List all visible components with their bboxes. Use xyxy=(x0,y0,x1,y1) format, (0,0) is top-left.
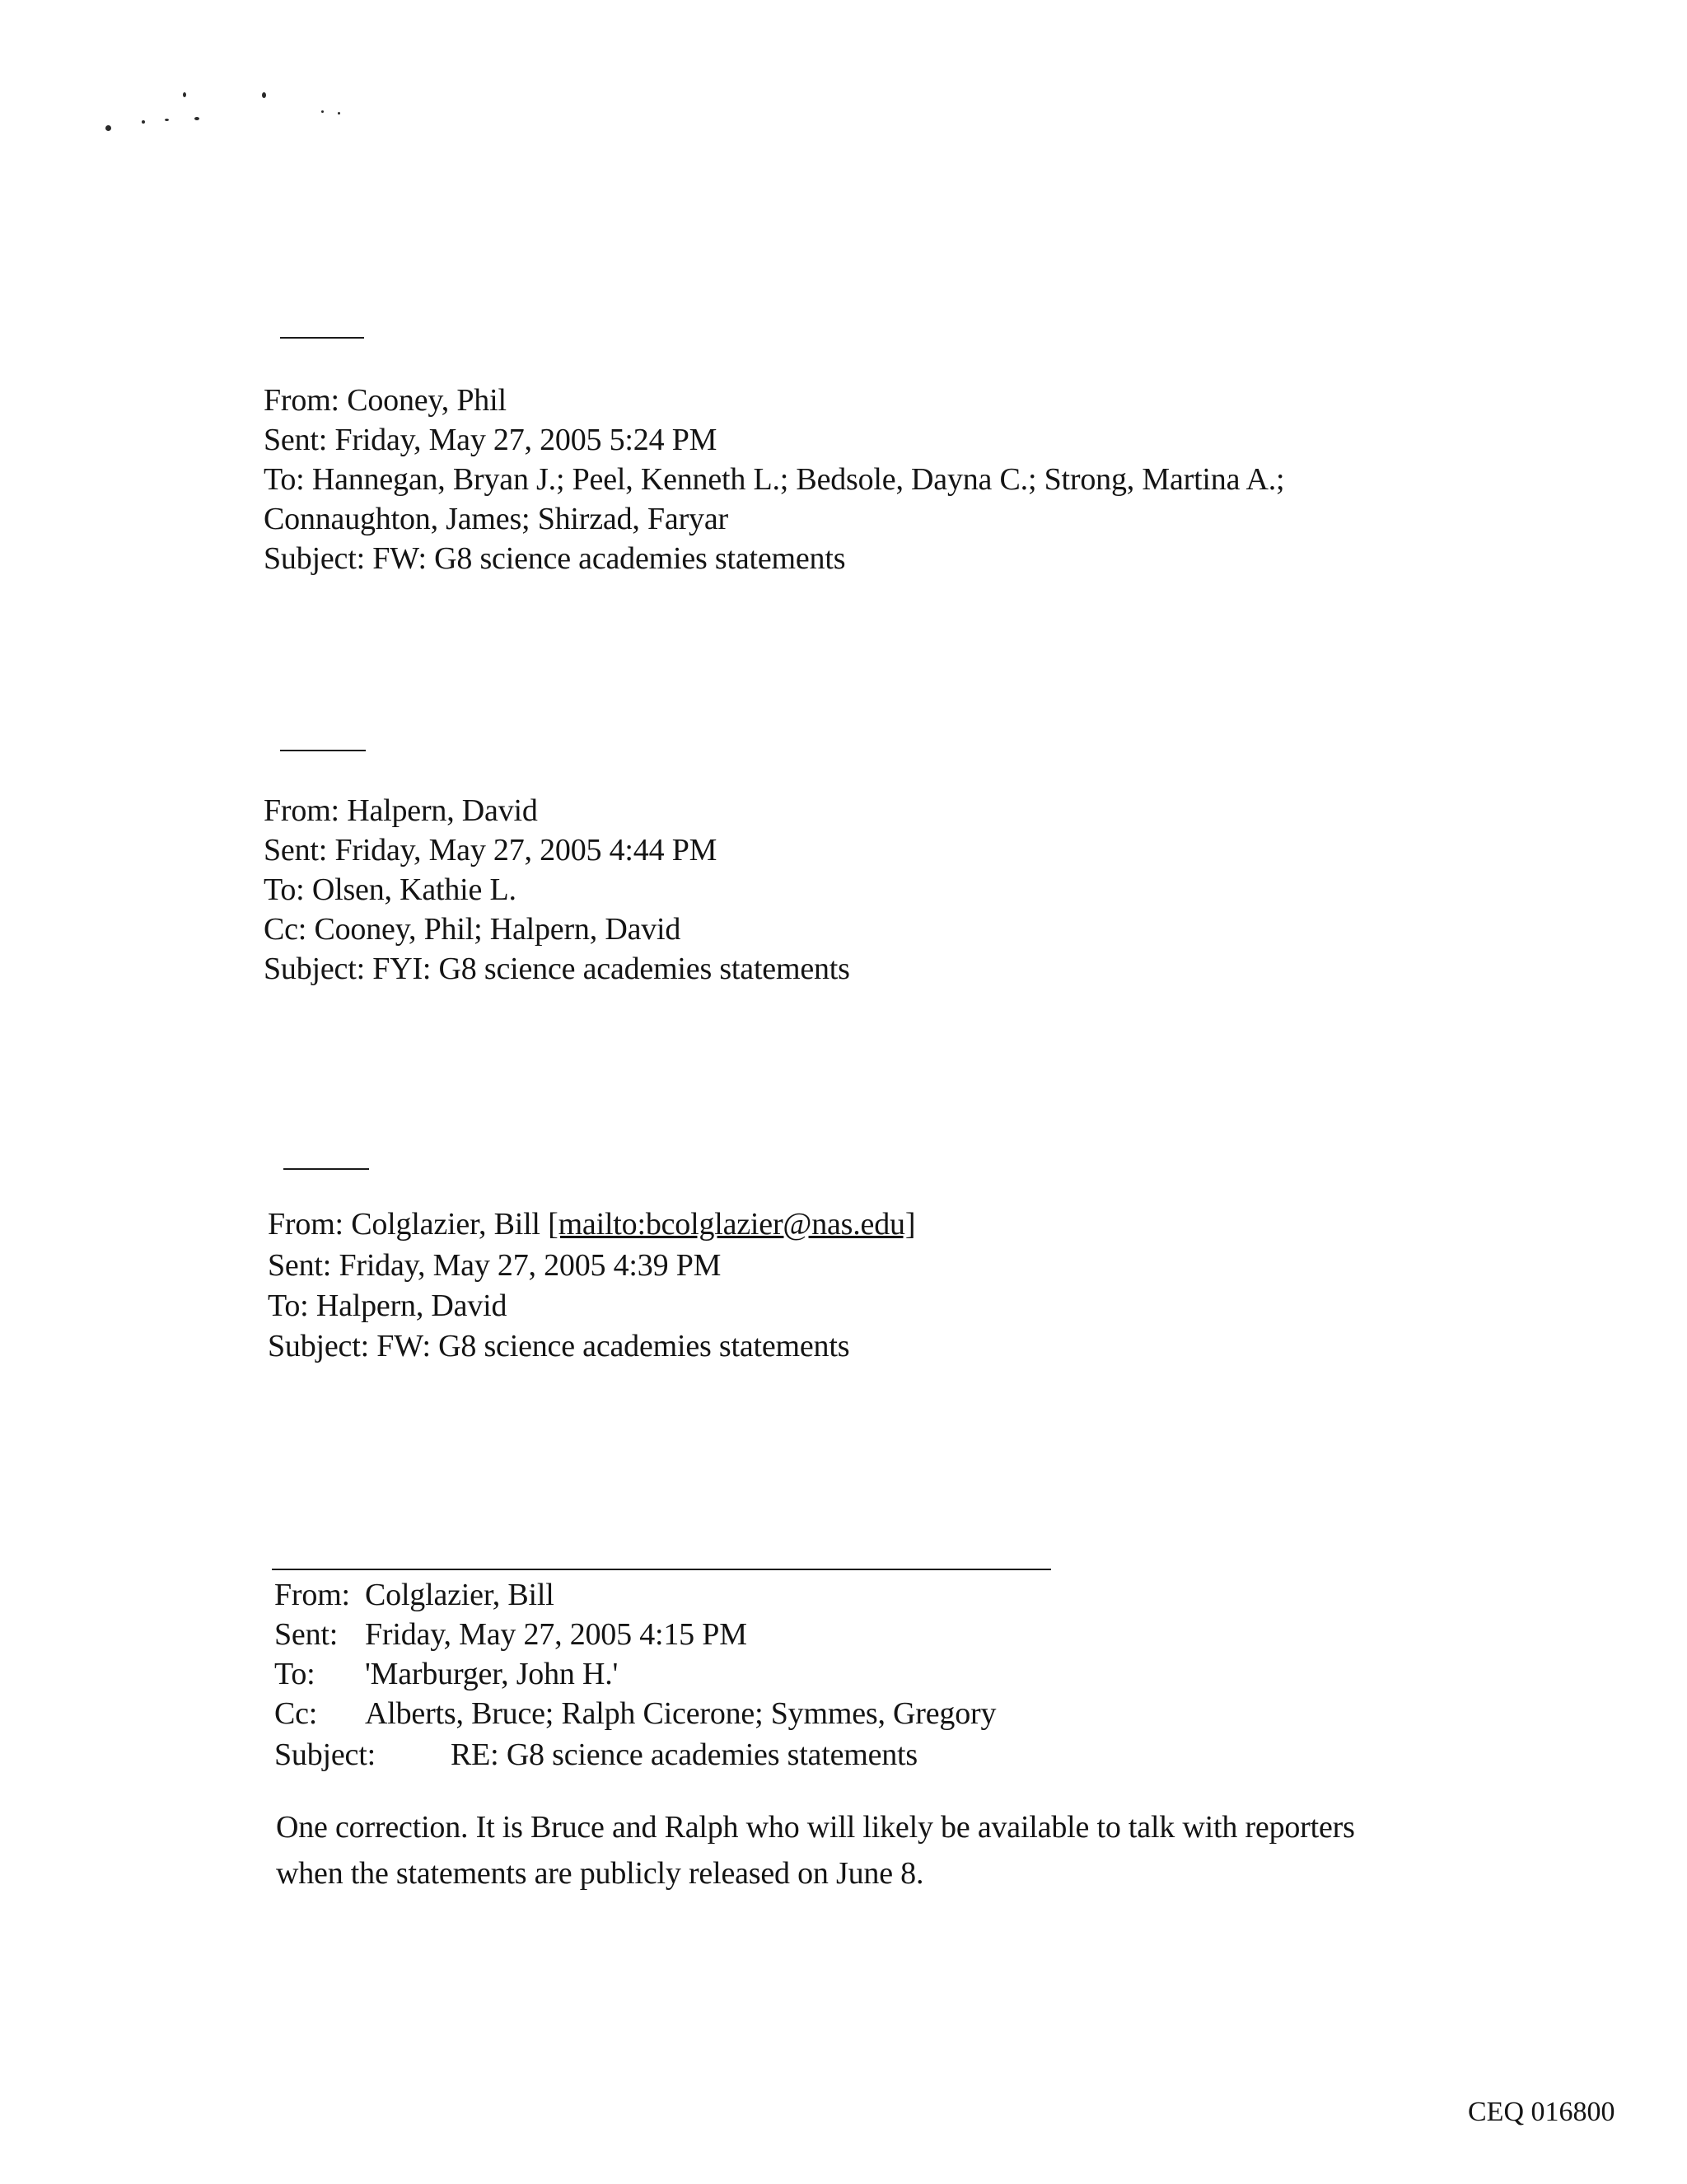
to-label: To: xyxy=(264,462,305,497)
subject-value: FW: G8 science academies statements xyxy=(372,541,846,576)
cc-label: Cc: xyxy=(264,912,307,947)
to-label: To: xyxy=(274,1657,315,1691)
email-2-to xyxy=(264,870,516,910)
email-4-sent xyxy=(274,1615,747,1654)
from-value: Cooney, Phil xyxy=(347,383,507,418)
to-label: To: xyxy=(264,872,305,907)
sent-value: Friday, May 27, 2005 4:15 PM xyxy=(365,1617,747,1652)
to-label: To: xyxy=(268,1288,309,1323)
separator-rule-long xyxy=(272,1569,1051,1570)
email-3-to xyxy=(268,1286,507,1326)
email-1-to xyxy=(264,460,1284,499)
document-id: CEQ 016800 xyxy=(1468,2097,1615,2127)
separator-rule xyxy=(283,1168,369,1170)
email-1-subject xyxy=(264,539,845,578)
email-2-sent xyxy=(264,830,717,870)
message-body-line-2: when the statements are publicly released on June 8. xyxy=(276,1856,924,1891)
message-body-line-1: One correction. It is Bruce and Ralph who will likely be available to talk with reporters xyxy=(276,1810,1355,1845)
subject-value: FYI: G8 science academies statements xyxy=(372,952,850,986)
email-3-from xyxy=(268,1204,915,1244)
from-value: Colglazier, Bill xyxy=(365,1578,554,1612)
email-3-sent xyxy=(268,1246,721,1285)
separator-rule xyxy=(280,750,366,751)
scan-speck xyxy=(194,117,199,120)
scan-speck xyxy=(183,92,186,97)
email-2-from xyxy=(264,791,538,830)
sent-value: Friday, May 27, 2005 4:44 PM xyxy=(334,833,717,868)
scan-speck xyxy=(142,120,145,124)
email-2-subject xyxy=(264,949,850,989)
scan-speck xyxy=(105,125,111,131)
subject-value: RE: G8 science academies statements xyxy=(451,1737,918,1772)
from-value: Colglazier, Bill xyxy=(351,1207,540,1242)
email-1-sent xyxy=(264,420,717,460)
sent-label: Sent: xyxy=(268,1248,332,1283)
to-value: Olsen, Kathie L. xyxy=(311,872,516,907)
subject-label: Subject: xyxy=(264,952,365,986)
scan-speck xyxy=(262,92,266,98)
email-3-subject xyxy=(268,1326,849,1366)
sent-value: Friday, May 27, 2005 4:39 PM xyxy=(339,1248,722,1283)
subject-value: FW: G8 science academies statements xyxy=(376,1329,850,1363)
to-value: 'Marburger, John H.' xyxy=(365,1657,619,1691)
email-1-from xyxy=(264,381,507,420)
from-value: Halpern, David xyxy=(347,793,538,828)
cc-value: Cooney, Phil; Halpern, David xyxy=(314,912,681,947)
email-4-to xyxy=(274,1654,618,1694)
subject-label: Subject: xyxy=(264,541,365,576)
scan-speck xyxy=(165,119,169,121)
to-value: Halpern, David xyxy=(315,1288,507,1323)
cc-value: Alberts, Bruce; Ralph Cicerone; Symmes, Gregory xyxy=(365,1696,997,1731)
sent-label: Sent: xyxy=(264,423,328,457)
scan-speck xyxy=(321,110,324,113)
from-label: From: xyxy=(264,383,339,418)
sent-label: Sent: xyxy=(274,1617,339,1652)
email-4-subject xyxy=(274,1735,918,1775)
email-1-to-continued xyxy=(264,499,728,539)
separator-rule xyxy=(280,337,364,339)
to-value-continued: Connaughton, James; Shirzad, Faryar xyxy=(264,502,728,536)
scan-speck xyxy=(338,112,340,115)
cc-label: Cc: xyxy=(274,1696,318,1731)
email-4-from xyxy=(274,1575,554,1615)
to-value: Hannegan, Bryan J.; Peel, Kenneth L.; Bedsole, Dayna C.; Strong, Martina A.; xyxy=(311,462,1285,497)
sent-value: Friday, May 27, 2005 5:24 PM xyxy=(334,423,717,457)
from-label: From: xyxy=(268,1207,343,1242)
email-4-cc xyxy=(274,1694,996,1733)
email-2-cc xyxy=(264,910,680,949)
from-label: From: xyxy=(274,1578,350,1612)
subject-label: Subject: xyxy=(274,1737,376,1772)
subject-label: Subject: xyxy=(268,1329,369,1363)
mailto-link[interactable]: [mailto:bcolglazier@nas.edu] xyxy=(548,1207,916,1242)
from-label: From: xyxy=(264,793,339,828)
sent-label: Sent: xyxy=(264,833,328,868)
